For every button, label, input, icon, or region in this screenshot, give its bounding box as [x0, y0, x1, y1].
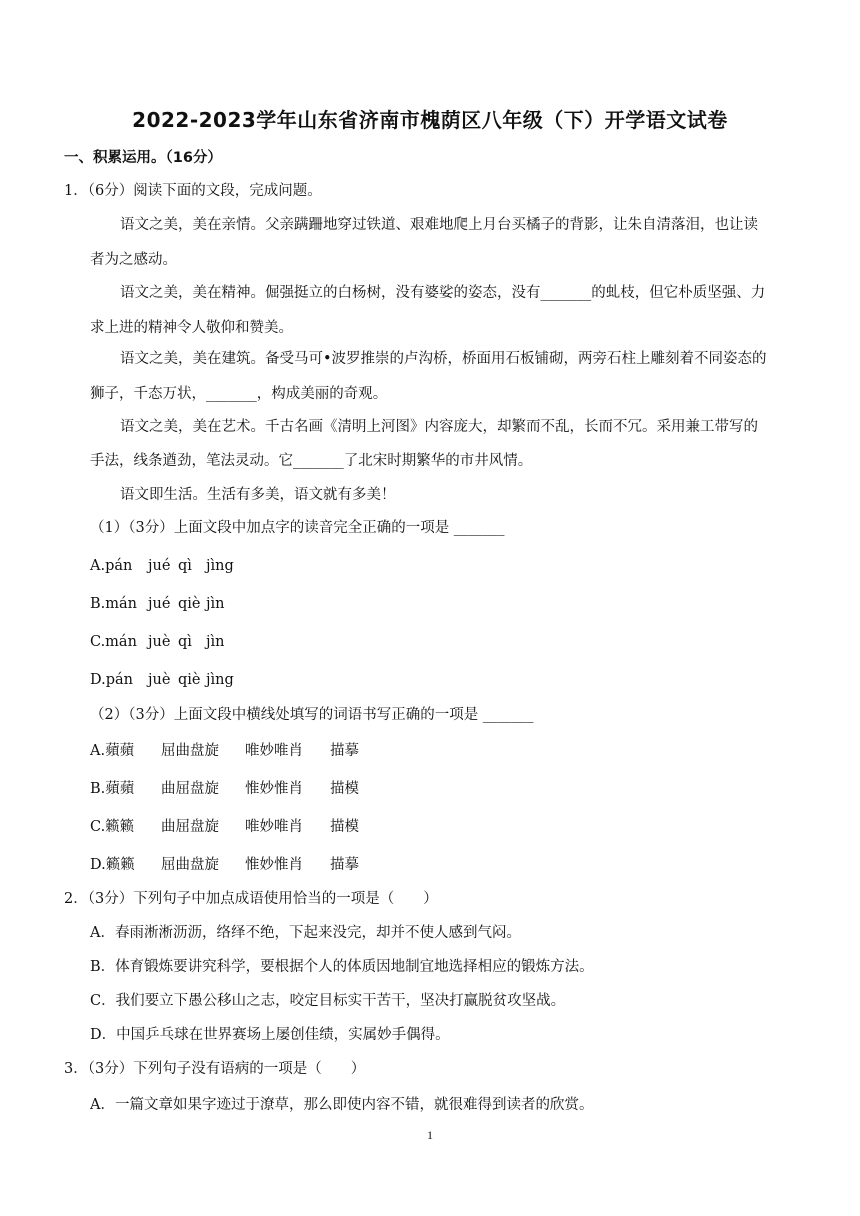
option-label: A.蘋蘋	[90, 743, 135, 759]
exam-title: 2022-2023学年山东省济南市槐荫区八年级（下）开学语文试卷	[132, 108, 728, 132]
option-label: C.籁籁	[90, 819, 135, 835]
option-part: 描模	[330, 781, 359, 797]
question-3-stem: 3．（3分）下列句子没有语病的一项是（ ）	[64, 1061, 366, 1077]
option-label: B.蘋蘋	[90, 781, 135, 797]
question-2-stem: 2．（3分）下列句子中加点成语使用恰当的一项是（ ）	[64, 891, 438, 907]
option-c	[90, 817, 359, 837]
option-part: 屈曲盘旋	[161, 743, 219, 759]
option-d: D．中国乒乓球在世界赛场上屡创佳绩，实属妙手偶得。	[90, 1027, 450, 1043]
option-part: 曲屈盘旋	[161, 819, 219, 835]
option-part: 唯妙唯肖	[245, 819, 303, 835]
option-part: 惟妙惟肖	[245, 857, 303, 873]
option-part: 唯妙唯肖	[245, 743, 303, 759]
option-part: jìng	[206, 672, 234, 688]
passage-line: 狮子，千态万状，_______，构成美丽的奇观。	[90, 386, 388, 402]
sub-question-2: （2）（3分）上面文段中横线处填写的词语书写正确的一项是 _______	[90, 707, 534, 723]
option-d	[90, 855, 359, 875]
option-part: 屈曲盘旋	[161, 857, 219, 873]
option-a: A．春雨淅淅沥沥，络绎不绝，下起来没完，却并不使人感到气闷。	[90, 925, 521, 941]
option-d	[90, 670, 234, 690]
option-part: juè	[148, 634, 171, 650]
option-label: A.pán	[90, 558, 133, 574]
option-label: B.mán	[90, 596, 137, 612]
option-part: jué	[148, 596, 171, 612]
passage-line: 语文即生活。生活有多美，语文就有多美！	[120, 487, 396, 503]
option-label: C.mán	[90, 634, 137, 650]
option-b	[90, 779, 359, 799]
option-label: D.pán	[90, 672, 133, 688]
option-a: A．一篇文章如果字迹过于潦草，那么即使内容不错，就很难得到读者的欣赏。	[90, 1097, 594, 1113]
option-c: C．我们要立下愚公移山之志，咬定目标实干苦干，坚决打赢脱贫攻坚战。	[90, 993, 566, 1009]
question-1-stem: 1．（6分）阅读下面的文段，完成问题。	[64, 183, 322, 199]
passage-line: 语文之美，美在艺术。千古名画《清明上河图》内容庞大，却繁而不乱，长而不冗。采用兼工带写的	[120, 419, 758, 435]
passage-line: 语文之美，美在精神。倔强挺立的白杨树，没有婆娑的姿态，没有_______的虬枝，但它朴质坚强、力	[120, 285, 766, 301]
option-part: jìn	[206, 634, 225, 650]
option-b: B．体育锻炼要讲究科学，要根据个人的体质因地制宜地选择相应的锻炼方法。	[90, 959, 594, 975]
passage-line: 语文之美，美在建筑。备受马可•波罗推崇的卢沟桥，桥面用石板铺砌，两旁石柱上雕刻着不同姿态的	[120, 351, 767, 367]
option-part: 惟妙惟肖	[245, 781, 303, 797]
option-part: qì	[178, 634, 192, 650]
passage-line: 手法，线条遒劲，笔法灵动。它_______了北宋时期繁华的市井风情。	[90, 453, 533, 469]
option-part: 描模	[330, 819, 359, 835]
option-part: jìng	[206, 558, 234, 574]
option-part: jìn	[206, 596, 225, 612]
option-part: 描摹	[330, 857, 359, 873]
sub-question-1: （1）（3分）上面文段中加点字的读音完全正确的一项是 _______	[90, 520, 505, 536]
option-c	[90, 632, 224, 652]
option-a	[90, 741, 359, 761]
option-a	[90, 556, 234, 576]
page-number: 1	[427, 1128, 433, 1142]
option-part: 描摹	[330, 743, 359, 759]
section-heading: 一、积累运用。（16分）	[64, 150, 222, 166]
passage-line: 求上进的精神令人敬仰和赞美。	[90, 320, 293, 336]
option-label: D.籁籁	[90, 857, 135, 873]
option-part: juè	[148, 672, 171, 688]
option-part: qiè	[178, 596, 201, 612]
option-part: 曲屈盘旋	[161, 781, 219, 797]
option-part: jué	[148, 558, 171, 574]
option-part: qì	[178, 558, 192, 574]
passage-line: 者为之感动。	[90, 252, 177, 268]
option-b	[90, 594, 224, 614]
option-part: qiè	[178, 672, 201, 688]
passage-line: 语文之美，美在亲情。父亲蹒跚地穿过铁道、艰难地爬上月台买橘子的背影，让朱自清落泪，也让读	[120, 217, 758, 233]
